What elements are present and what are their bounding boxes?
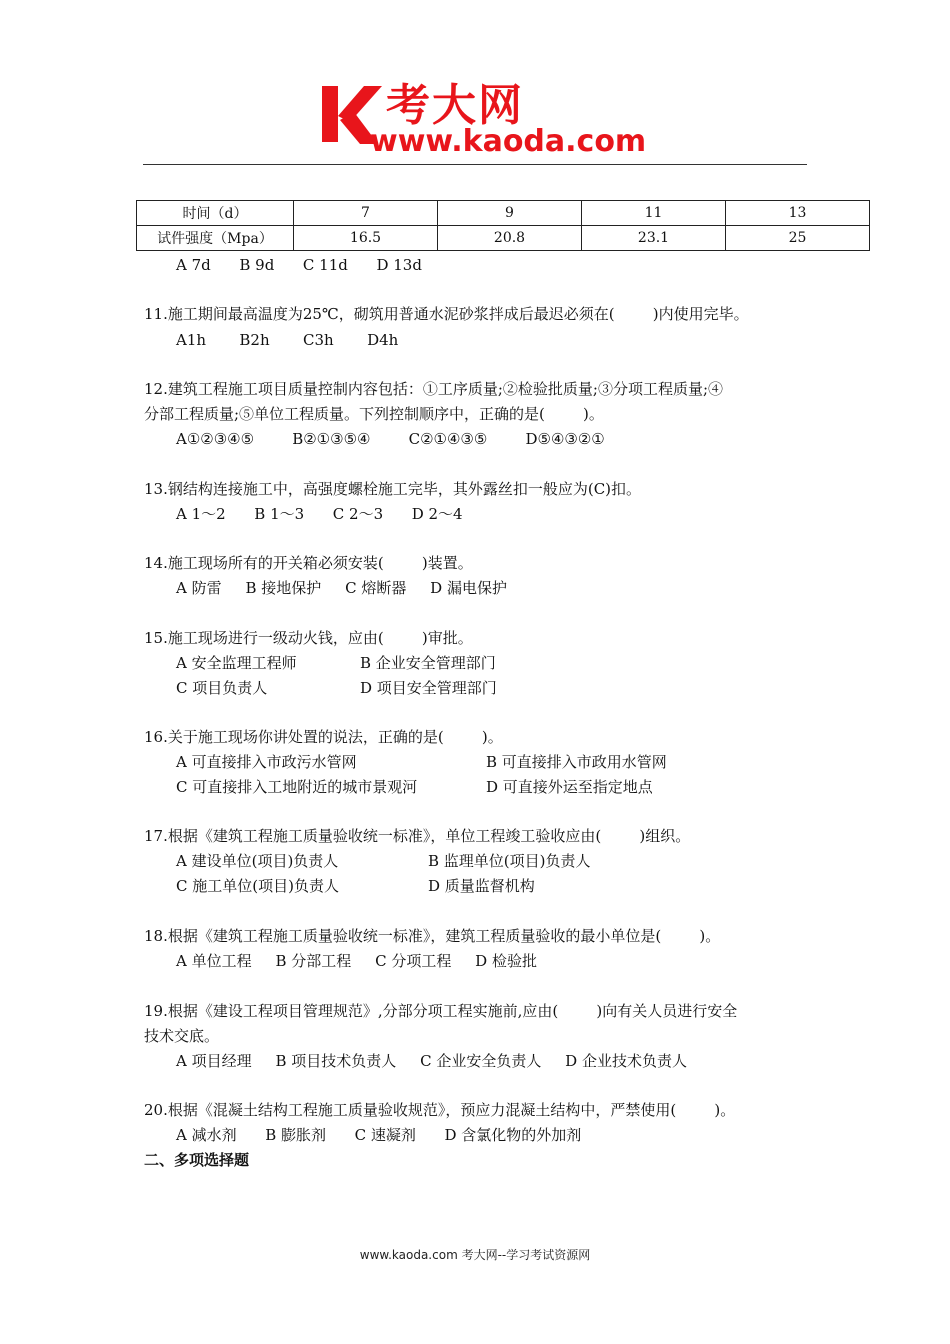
- q19-text-line1: 19.根据《建设工程项目管理规范》,分部分项工程实施前,应由( )向有关人员进行安全: [144, 1002, 738, 1020]
- q16-option-b: B 可直接排入市政用水管网: [486, 753, 667, 771]
- table-cell: 11: [582, 201, 726, 226]
- q20-text: 20.根据《混凝土结构工程施工质量验收规范》，预应力混凝土结构中，严禁使用( )。: [144, 1101, 736, 1119]
- q15-option-c: C 项目负责人: [176, 679, 268, 697]
- strength-table: [136, 200, 870, 251]
- q13-text: 13.钢结构连接施工中，高强度螺栓施工完毕，其外露丝扣一般应为(C)扣。: [144, 480, 642, 498]
- table-cell: 23.1: [582, 226, 726, 251]
- table-cell: 20.8: [438, 226, 582, 251]
- table-cell: 25: [726, 226, 870, 251]
- q14-options: A 防雷 B 接地保护 C 熔断器 D 漏电保护: [176, 579, 507, 597]
- q19-text-line2: 技术交底。: [144, 1027, 220, 1045]
- logo-url-text: www.kaoda.com: [370, 124, 647, 159]
- q12-text-line1: 12.建筑工程施工项目质量控制内容包括：①工序质量;②检验批质量;③分项工程质量;④: [144, 380, 724, 398]
- q17-option-a: A 建设单位(项目)负责人: [176, 852, 339, 870]
- q17-option-c: C 施工单位(项目)负责人: [176, 877, 339, 895]
- q18-options: A 单位工程 B 分部工程 C 分项工程 D 检验批: [176, 952, 537, 970]
- table-row: [137, 201, 870, 226]
- header-rule: [143, 164, 807, 165]
- table-cell: 7: [294, 201, 438, 226]
- q18-text: 18.根据《建筑工程施工质量验收统一标准》，建筑工程质量验收的最小单位是( )。: [144, 927, 721, 945]
- section-title: 二、多项选择题: [144, 1151, 250, 1169]
- logo-chinese-text: 考大网: [386, 80, 524, 131]
- q16-option-c: C 可直接排入工地附近的城市景观河: [176, 778, 418, 796]
- q15-option-a: A 安全监理工程师: [176, 654, 297, 672]
- q10-options: A 7d B 9d C 11d D 13d: [176, 256, 422, 274]
- q12-text-line2: 分部工程质量;⑤单位工程质量。下列控制顺序中，正确的是( )。: [144, 405, 604, 423]
- kaoda-logo[interactable]: [318, 80, 648, 160]
- q11-text: 11.施工期间最高温度为25℃，砌筑用普通水泥砂浆拌成后最迟必须在( )内使用完毕。: [144, 305, 749, 323]
- q19-options: A 项目经理 B 项目技术负责人 C 企业安全负责人 D 企业技术负责人: [176, 1052, 687, 1070]
- q12-options: A①②③④⑤ B②①③⑤④ C②①④③⑤ D⑤④③②①: [176, 430, 605, 448]
- q16-option-d: D 可直接外运至指定地点: [486, 778, 653, 796]
- q13-options: A 1～2 B 1～3 C 2～3 D 2～4: [176, 505, 463, 523]
- footer-text: www.kaoda.com 考大网--学习考试资源网: [359, 1248, 591, 1262]
- q14-text: 14.施工现场所有的开关箱必须安装( )装置。: [144, 554, 473, 572]
- q15-text: 15.施工现场进行一级动火钱，应由( )审批。: [144, 629, 473, 647]
- q17-text: 17.根据《建筑工程施工质量验收统一标准》，单位工程竣工验收应由( )组织。: [144, 827, 691, 845]
- table-cell: 试件强度（Mpa）: [137, 226, 294, 251]
- q16-option-a: A 可直接排入市政污水管网: [176, 753, 357, 771]
- q17-option-d: D 质量监督机构: [428, 877, 535, 895]
- table-cell: 16.5: [294, 226, 438, 251]
- q20-options: A 减水剂 B 膨胀剂 C 速凝剂 D 含氯化物的外加剂: [176, 1126, 582, 1144]
- table-cell: 13: [726, 201, 870, 226]
- q17-option-b: B 监理单位(项目)负责人: [428, 852, 591, 870]
- table-cell: 时间（d）: [137, 201, 294, 226]
- q11-options: A1h B2h C3h D4h: [176, 331, 399, 349]
- q15-option-d: D 项目安全管理部门: [360, 679, 497, 697]
- table-row: [137, 226, 870, 251]
- table-cell: 9: [438, 201, 582, 226]
- q15-option-b: B 企业安全管理部门: [360, 654, 496, 672]
- q16-text: 16.关于施工现场你讲处置的说法，正确的是( )。: [144, 728, 503, 746]
